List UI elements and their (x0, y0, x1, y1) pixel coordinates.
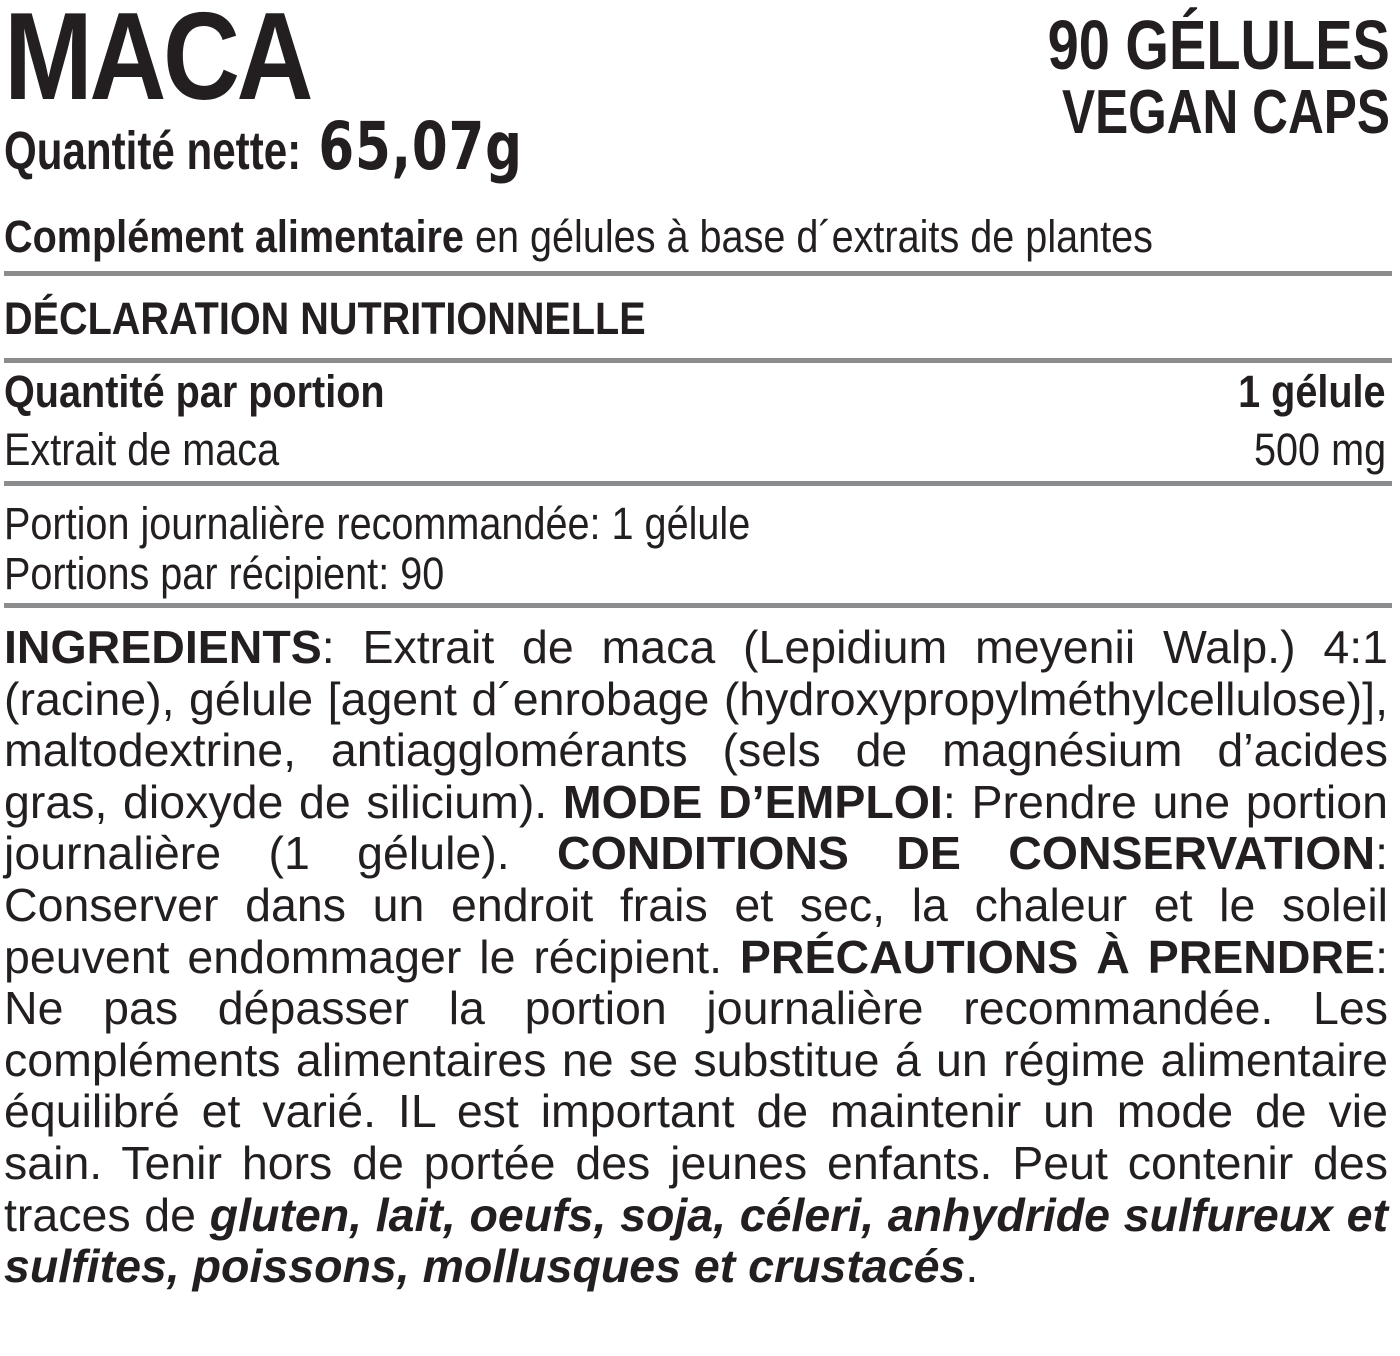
divider (4, 358, 1392, 363)
product-name: MACA (4, 0, 311, 126)
usage-heading: MODE D’EMPLOI (562, 775, 943, 828)
vegan-caps-label: VEGAN CAPS (1062, 78, 1390, 147)
maca-extract-label: Extrait de maca (4, 424, 280, 475)
divider (4, 603, 1392, 608)
maca-extract-value: 500 mg (1253, 424, 1386, 475)
portion-label: Quantité par portion (4, 366, 385, 417)
allergens-list: gluten, lait, oeufs, soja, céleri, anhydride sulfureux et sulfites, poissons, mollusques et crustacés (4, 1188, 1388, 1293)
final-period: . (965, 1240, 979, 1293)
maca-extract-row (4, 423, 1386, 477)
supplement-description (4, 210, 1224, 264)
ingredients-text: : Extrait de maca (Lepidium meyenii Walp.) 4:1 (racine), gélule [agent d´enrobage (hydroxypropylméthylcellulose)], maltodextrine, antiagglomérants (sels de magnésium d’acides gras, dioxyde de silicium). (4, 621, 1388, 828)
net-quantity-value: 65,07g (318, 108, 523, 185)
divider (4, 271, 1392, 276)
daily-portion: Portion journalière recommandée: 1 gélule (4, 498, 751, 549)
net-quantity (4, 108, 523, 186)
nutrition-heading: DÉCLARATION NUTRITIONNELLE (4, 293, 646, 344)
ingredients-block (4, 622, 1388, 1293)
ingredients-heading: INGREDIENTS (4, 621, 322, 673)
divider (4, 481, 1392, 486)
precautions-heading: PRÉCAUTIONS À PRENDRE (739, 930, 1376, 983)
supplement-description-bold: Complément alimentaire (4, 211, 464, 262)
portion-value: 1 gélule (1238, 366, 1386, 417)
usage-text: : Prendre une portion journalière (1 gélule). (4, 775, 1388, 880)
capsule-count: 90 GÉLULES (1047, 6, 1390, 84)
net-quantity-label: Quantité nette: (4, 121, 302, 181)
portions-per-container: Portions par récipient: 90 (4, 548, 445, 599)
supplement-description-rest: en gélules à base d´extraits de plantes (474, 211, 1153, 262)
precautions-text: : Ne pas dépasser la portion journalière recommandée. Les compléments alimentaires ne se substitue á un régime alimentaire équilibré et varié. IL est important de maintenir un mode de vie sain. Tenir hors de portée des jeunes enfants. Peut contenir des traces de (4, 930, 1388, 1241)
portion-row (4, 365, 1386, 419)
storage-text: : Conserver dans un endroit frais et sec, la chaleur et le soleil peuvent endommager le récipient. (4, 827, 1388, 983)
storage-heading: CONDITIONS DE CONSERVATION (557, 827, 1376, 880)
